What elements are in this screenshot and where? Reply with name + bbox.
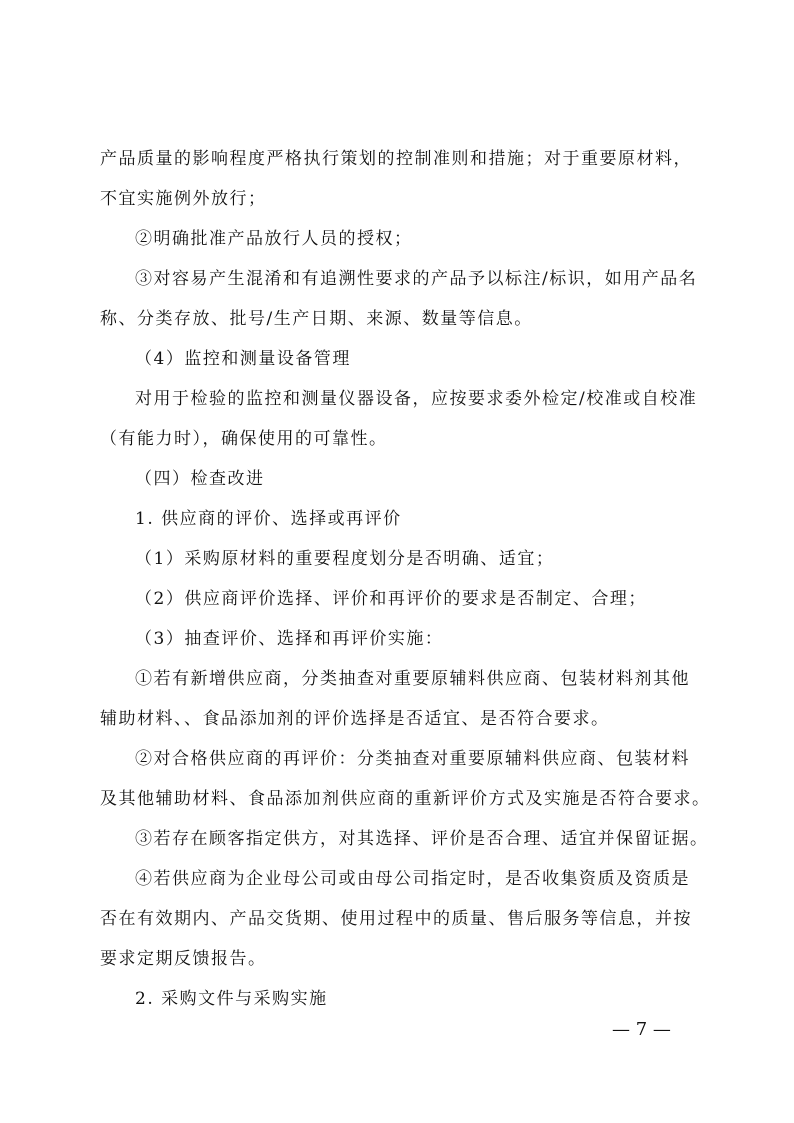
text-line: ④若供应商为企业母公司或由母公司指定时，是否收集资质及资质是 <box>135 869 690 889</box>
page-number: — 7 — <box>612 1019 671 1040</box>
text-line: ①若有新增供应商，分类抽查对重要原辅料供应商、包装材料剂其他 <box>135 669 690 689</box>
text-line: 称、分类存放、批号/生产日期、来源、数量等信息。 <box>100 309 533 329</box>
text-line: （1）采购原材料的重要程度划分是否明确、适宜； <box>135 549 555 569</box>
text-line: 对用于检验的监控和测量仪器设备，应按要求委外检定/校准或自校准 <box>135 389 698 409</box>
text-line: ②对合格供应商的再评价：分类抽查对重要原辅料供应商、包装材料 <box>135 749 690 769</box>
text-line: （2）供应商评价选择、评价和再评价的要求是否制定、合理； <box>135 589 647 609</box>
section-heading: （4）监控和测量设备管理 <box>135 349 351 369</box>
text-line: （3）抽查评价、选择和再评价实施： <box>135 629 444 649</box>
text-line: 辅助材料、、食品添加剂的评价选择是否适宜、是否符合要求。 <box>100 709 610 729</box>
text-line: 要求定期反馈报告。 <box>100 949 267 969</box>
text-line: ②明确批准产品放行人员的授权； <box>135 229 413 249</box>
text-line: ③对容易产生混淆和有追溯性要求的产品予以标注/标识，如用产品名 <box>135 269 698 289</box>
text-line: ③若存在顾客指定供方，对其选择、评价是否合理、适宜并保留证据。 <box>135 829 709 849</box>
section-heading: 2. 采购文件与采购实施 <box>135 989 328 1009</box>
text-line: 产品质量的影响程度严格执行策划的控制准则和措施；对于重要原材料， <box>100 149 692 169</box>
section-heading: 1. 供应商的评价、选择或再评价 <box>135 509 402 529</box>
section-heading: （四）检查改进 <box>135 469 265 489</box>
text-line: 不宜实施例外放行； <box>100 189 267 209</box>
text-line: 及其他辅助材料、食品添加剂供应商的重新评价方式及实施是否符合要求。 <box>100 789 711 809</box>
text-line: 否在有效期内、产品交货期、使用过程中的质量、售后服务等信息，并按 <box>100 909 692 929</box>
text-line: （有能力时），确保使用的可靠性。 <box>100 429 388 449</box>
